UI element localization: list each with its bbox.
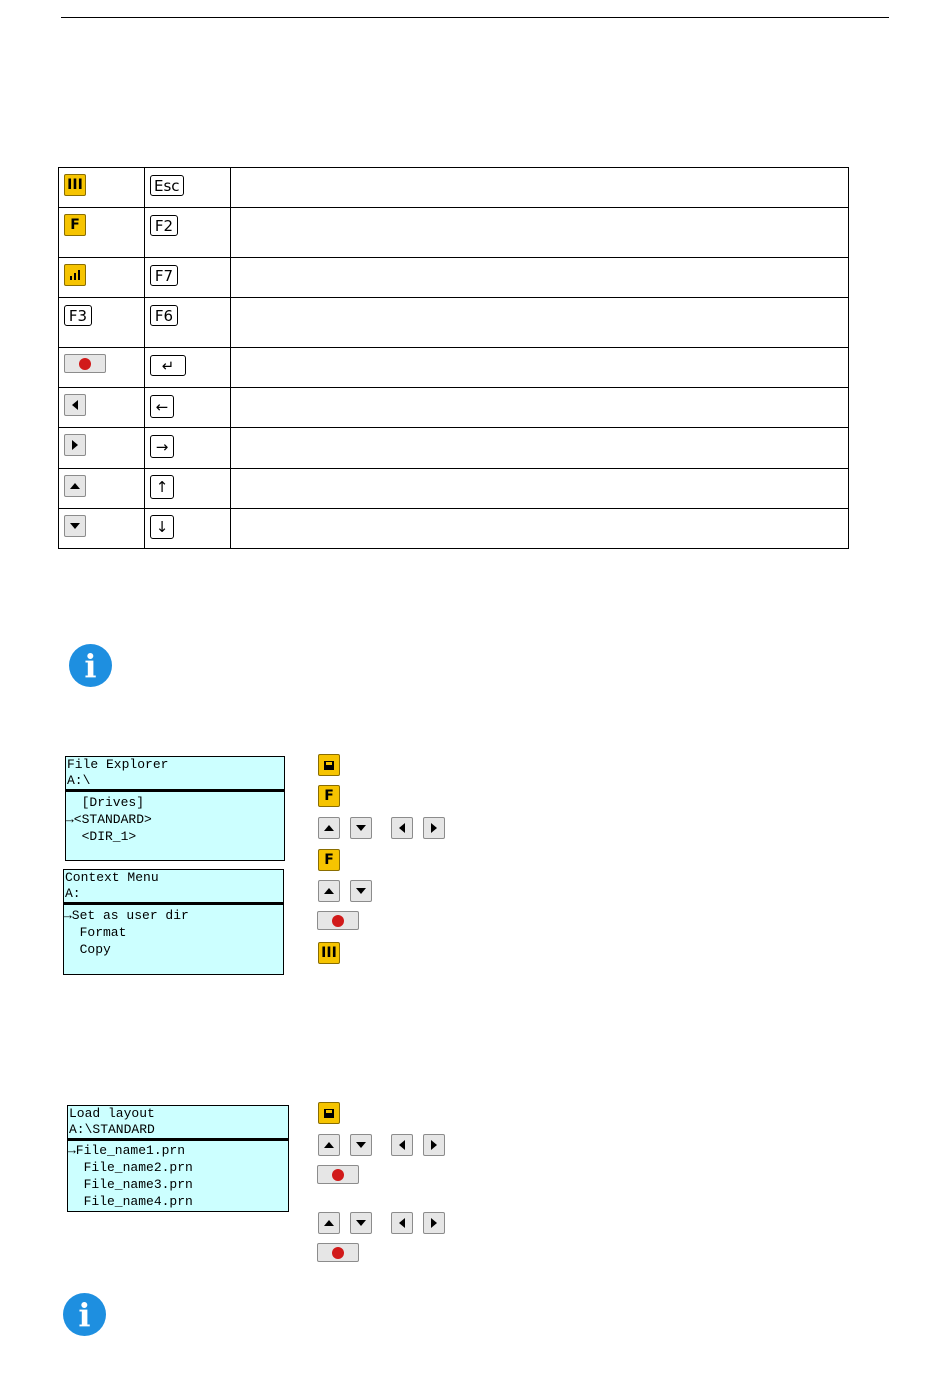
menu-key-icon <box>64 174 86 196</box>
left-key-icon <box>64 394 86 416</box>
save-key-icon <box>318 1102 340 1124</box>
enter-key-icon <box>317 911 359 930</box>
enter-dot-icon <box>332 1169 344 1181</box>
panel-key-cell <box>59 258 145 298</box>
right-arrow-icon <box>431 1218 437 1228</box>
list-item-selected: →Set as user dir <box>64 908 189 923</box>
enter-label: ↵ <box>161 356 175 375</box>
f2-key-icon <box>150 215 178 236</box>
list-item-selected: →<STANDARD> <box>66 812 152 827</box>
up-arrow-icon <box>324 1142 334 1148</box>
right-key-icon <box>423 817 445 839</box>
disk-icon <box>324 1109 334 1118</box>
feed-key-icon <box>64 264 86 286</box>
save-key-icon <box>318 754 340 776</box>
enter-dot-icon <box>79 358 91 370</box>
display-list <box>66 792 284 845</box>
left-label: ← <box>155 397 169 416</box>
menu-key-icon <box>318 942 340 964</box>
keyboard-key-cell <box>145 428 231 469</box>
enter-key-icon <box>64 354 106 373</box>
display-path: A:\STANDARD <box>69 1122 155 1137</box>
description-cell <box>231 509 849 549</box>
function-key-icon <box>64 214 86 236</box>
esc-key-icon <box>150 175 184 196</box>
info-glyph: i <box>78 1295 91 1334</box>
right-kbd-icon <box>150 435 174 458</box>
right-key-icon <box>64 434 86 456</box>
panel-key-cell <box>59 298 145 348</box>
function-glyph: F <box>70 217 80 233</box>
left-arrow-icon <box>399 1218 405 1228</box>
up-key-icon <box>318 817 340 839</box>
list-item: File_name3.prn <box>68 1177 193 1192</box>
up-kbd-icon <box>150 475 174 499</box>
info-icon <box>63 1293 106 1336</box>
right-arrow-icon <box>431 1140 437 1150</box>
esc-label: Esc <box>154 176 180 195</box>
left-key-icon <box>391 1212 413 1234</box>
left-arrow-icon <box>399 823 405 833</box>
up-arrow-icon <box>324 888 334 894</box>
panel-key-cell <box>59 428 145 469</box>
panel-key-cell <box>59 509 145 549</box>
up-arrow-icon <box>324 1220 334 1226</box>
menu-glyph: III <box>67 177 83 193</box>
keyboard-key-cell <box>145 348 231 388</box>
info-icon <box>69 644 112 687</box>
f2-label: F2 <box>154 216 174 235</box>
description-cell <box>231 388 849 428</box>
list-item: [Drives] <box>66 795 145 810</box>
display-title: Load layout <box>69 1106 155 1121</box>
description-cell <box>231 469 849 509</box>
disk-icon <box>324 761 334 770</box>
load-layout-display <box>67 1105 289 1212</box>
enter-dot-icon <box>332 1247 344 1259</box>
up-arrow-icon <box>70 483 80 489</box>
enter-key-icon <box>317 1165 359 1184</box>
down-key-icon <box>350 817 372 839</box>
down-arrow-icon <box>356 1142 366 1148</box>
list-item-selected: →File_name1.prn <box>68 1143 186 1158</box>
file-explorer-display <box>65 756 285 861</box>
f3-key-icon <box>64 305 92 326</box>
enter-kbd-icon <box>150 355 186 376</box>
enter-dot-icon <box>332 915 344 927</box>
up-key-icon <box>64 475 86 497</box>
list-item: File_name2.prn <box>68 1160 193 1175</box>
up-key-icon <box>318 880 340 902</box>
list-item: File_name4.prn <box>68 1194 193 1209</box>
header-rule <box>61 17 889 18</box>
f7-key-icon <box>150 265 178 286</box>
down-key-icon <box>350 1212 372 1234</box>
panel-key-cell <box>59 208 145 258</box>
f7-label: F7 <box>154 266 174 285</box>
menu-glyph: III <box>321 945 337 961</box>
description-cell <box>231 258 849 298</box>
description-cell <box>231 298 849 348</box>
keyboard-key-cell <box>145 509 231 549</box>
display-list <box>64 905 283 958</box>
panel-key-cell <box>59 469 145 509</box>
display-title: Context Menu <box>65 870 159 885</box>
down-key-icon <box>64 515 86 537</box>
panel-key-cell <box>59 388 145 428</box>
display-path: A:\ <box>67 773 91 788</box>
down-label: ↓ <box>155 518 169 536</box>
keyboard-key-cell <box>145 388 231 428</box>
up-key-icon <box>318 1134 340 1156</box>
list-item: Format <box>64 925 127 940</box>
down-key-icon <box>350 1134 372 1156</box>
display-title: File Explorer <box>67 757 169 772</box>
f6-key-icon <box>150 305 178 326</box>
panel-key-cell <box>59 168 145 208</box>
down-arrow-icon <box>356 1220 366 1226</box>
down-key-icon <box>350 880 372 902</box>
right-label: → <box>155 437 169 456</box>
keyboard-key-cell <box>145 208 231 258</box>
left-arrow-icon <box>72 400 78 410</box>
right-key-icon <box>423 1212 445 1234</box>
display-path: A: <box>65 886 81 901</box>
left-key-icon <box>391 1134 413 1156</box>
down-arrow-icon <box>70 523 80 529</box>
description-cell <box>231 428 849 469</box>
right-arrow-icon <box>72 440 78 450</box>
right-key-icon <box>423 1134 445 1156</box>
display-header <box>64 870 283 905</box>
down-kbd-icon <box>150 515 174 539</box>
keyboard-key-cell <box>145 298 231 348</box>
left-key-icon <box>391 817 413 839</box>
display-list <box>68 1141 288 1210</box>
enter-key-icon <box>317 1243 359 1262</box>
feed-bars-icon <box>70 270 80 280</box>
left-kbd-icon <box>150 395 174 418</box>
down-arrow-icon <box>356 888 366 894</box>
description-cell <box>231 348 849 388</box>
description-cell <box>231 168 849 208</box>
left-arrow-icon <box>399 1140 405 1150</box>
keyboard-key-cell <box>145 258 231 298</box>
panel-key-cell <box>59 348 145 388</box>
function-glyph: F <box>324 852 334 868</box>
function-key-icon <box>318 849 340 871</box>
up-label: ↑ <box>155 478 169 496</box>
right-arrow-icon <box>431 823 437 833</box>
context-menu-display <box>63 869 284 975</box>
display-header <box>66 757 284 792</box>
info-glyph: i <box>84 646 97 685</box>
keyboard-key-cell <box>145 469 231 509</box>
f3-label: F3 <box>68 306 88 325</box>
up-key-icon <box>318 1212 340 1234</box>
down-arrow-icon <box>356 825 366 831</box>
function-glyph: F <box>324 788 334 804</box>
key-assignment-table <box>58 167 849 549</box>
list-item: <DIR_1> <box>66 829 137 844</box>
f6-label: F6 <box>154 306 174 325</box>
function-key-icon <box>318 785 340 807</box>
keyboard-key-cell <box>145 168 231 208</box>
up-arrow-icon <box>324 825 334 831</box>
list-item: Copy <box>64 942 111 957</box>
display-header <box>68 1106 288 1141</box>
description-cell <box>231 208 849 258</box>
